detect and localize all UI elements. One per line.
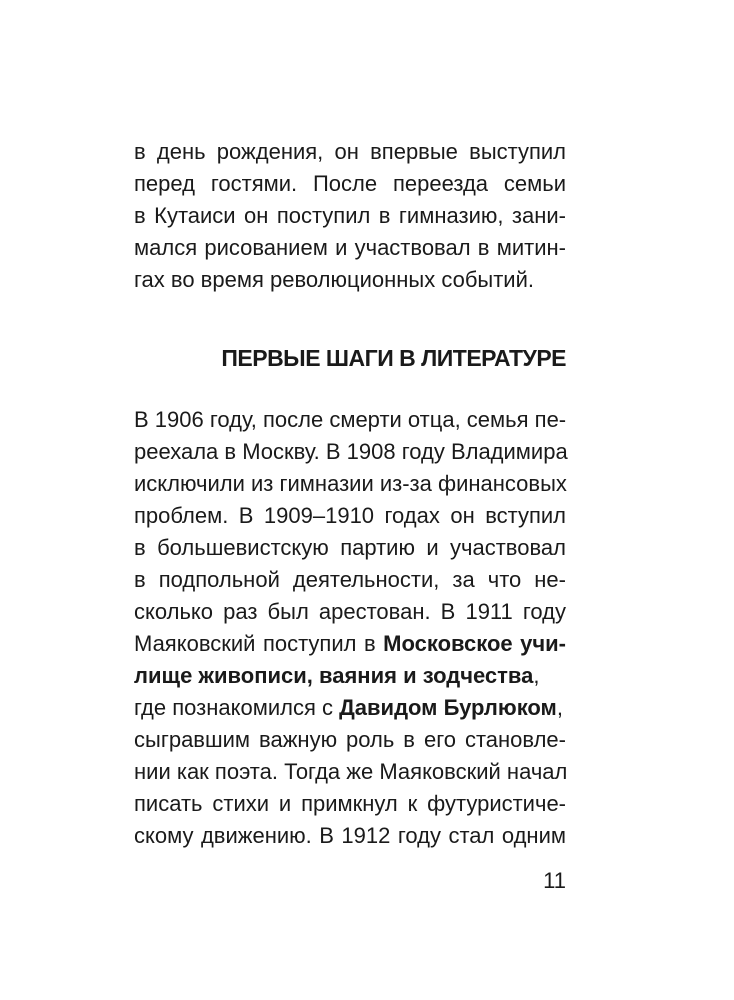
section-heading: ПЕРВЫЕ ШАГИ В ЛИТЕРАТУРЕ	[221, 345, 566, 371]
text-line: писать стихи и примкнул к футуристиче-	[134, 791, 566, 816]
text-line: сыгравшим важную роль в его становле-	[134, 727, 566, 752]
paragraph-childhood	[134, 136, 566, 296]
bold-school-name-cont: лище живописи, ваяния и зодчества	[134, 663, 534, 688]
text-line: скому движению. В 1912 году стал одним	[134, 823, 566, 848]
text-line	[134, 628, 566, 660]
text-line: реехала в Москву. В 1908 году Владимира	[134, 439, 568, 464]
text-line: мался рисованием и участвовал в митин-	[134, 235, 566, 260]
text-line: гах во время революционных событий.	[134, 267, 534, 292]
bold-school-name: Московское учи-	[383, 631, 566, 656]
text-line	[134, 660, 566, 692]
text-line: исключили из гимназии из-за финансовых	[134, 471, 567, 496]
text-line: сколько раз был арестован. В 1911 году	[134, 599, 566, 624]
text-run: ,	[556, 695, 563, 720]
text-line: в большевистскую партию и участвовал	[134, 535, 566, 560]
text-line: в день рождения, он впервые выступил	[134, 139, 566, 164]
page-number: 11	[543, 868, 566, 893]
text-line: В 1906 году, после смерти отца, семья пе-	[134, 407, 567, 432]
text-run: где познакомился с	[134, 695, 333, 720]
bold-person-name: Давидом Бурлюком	[339, 695, 557, 720]
text-line: в Кутаиси он поступил в гимназию, зани-	[134, 203, 566, 228]
text-line: в подпольной деятельности, за что не-	[134, 567, 566, 592]
paragraph-first-steps	[134, 404, 566, 852]
text-line: перед гостями. После переезда семьи	[134, 171, 566, 196]
text-line: нии как поэта. Тогда же Маяковский начал	[134, 759, 568, 784]
text-line	[134, 692, 566, 724]
text-line: проблем. В 1909–1910 годах он вступил	[134, 503, 566, 528]
text-run: Маяковский поступил в	[134, 631, 376, 656]
text-run: ,	[533, 663, 540, 688]
